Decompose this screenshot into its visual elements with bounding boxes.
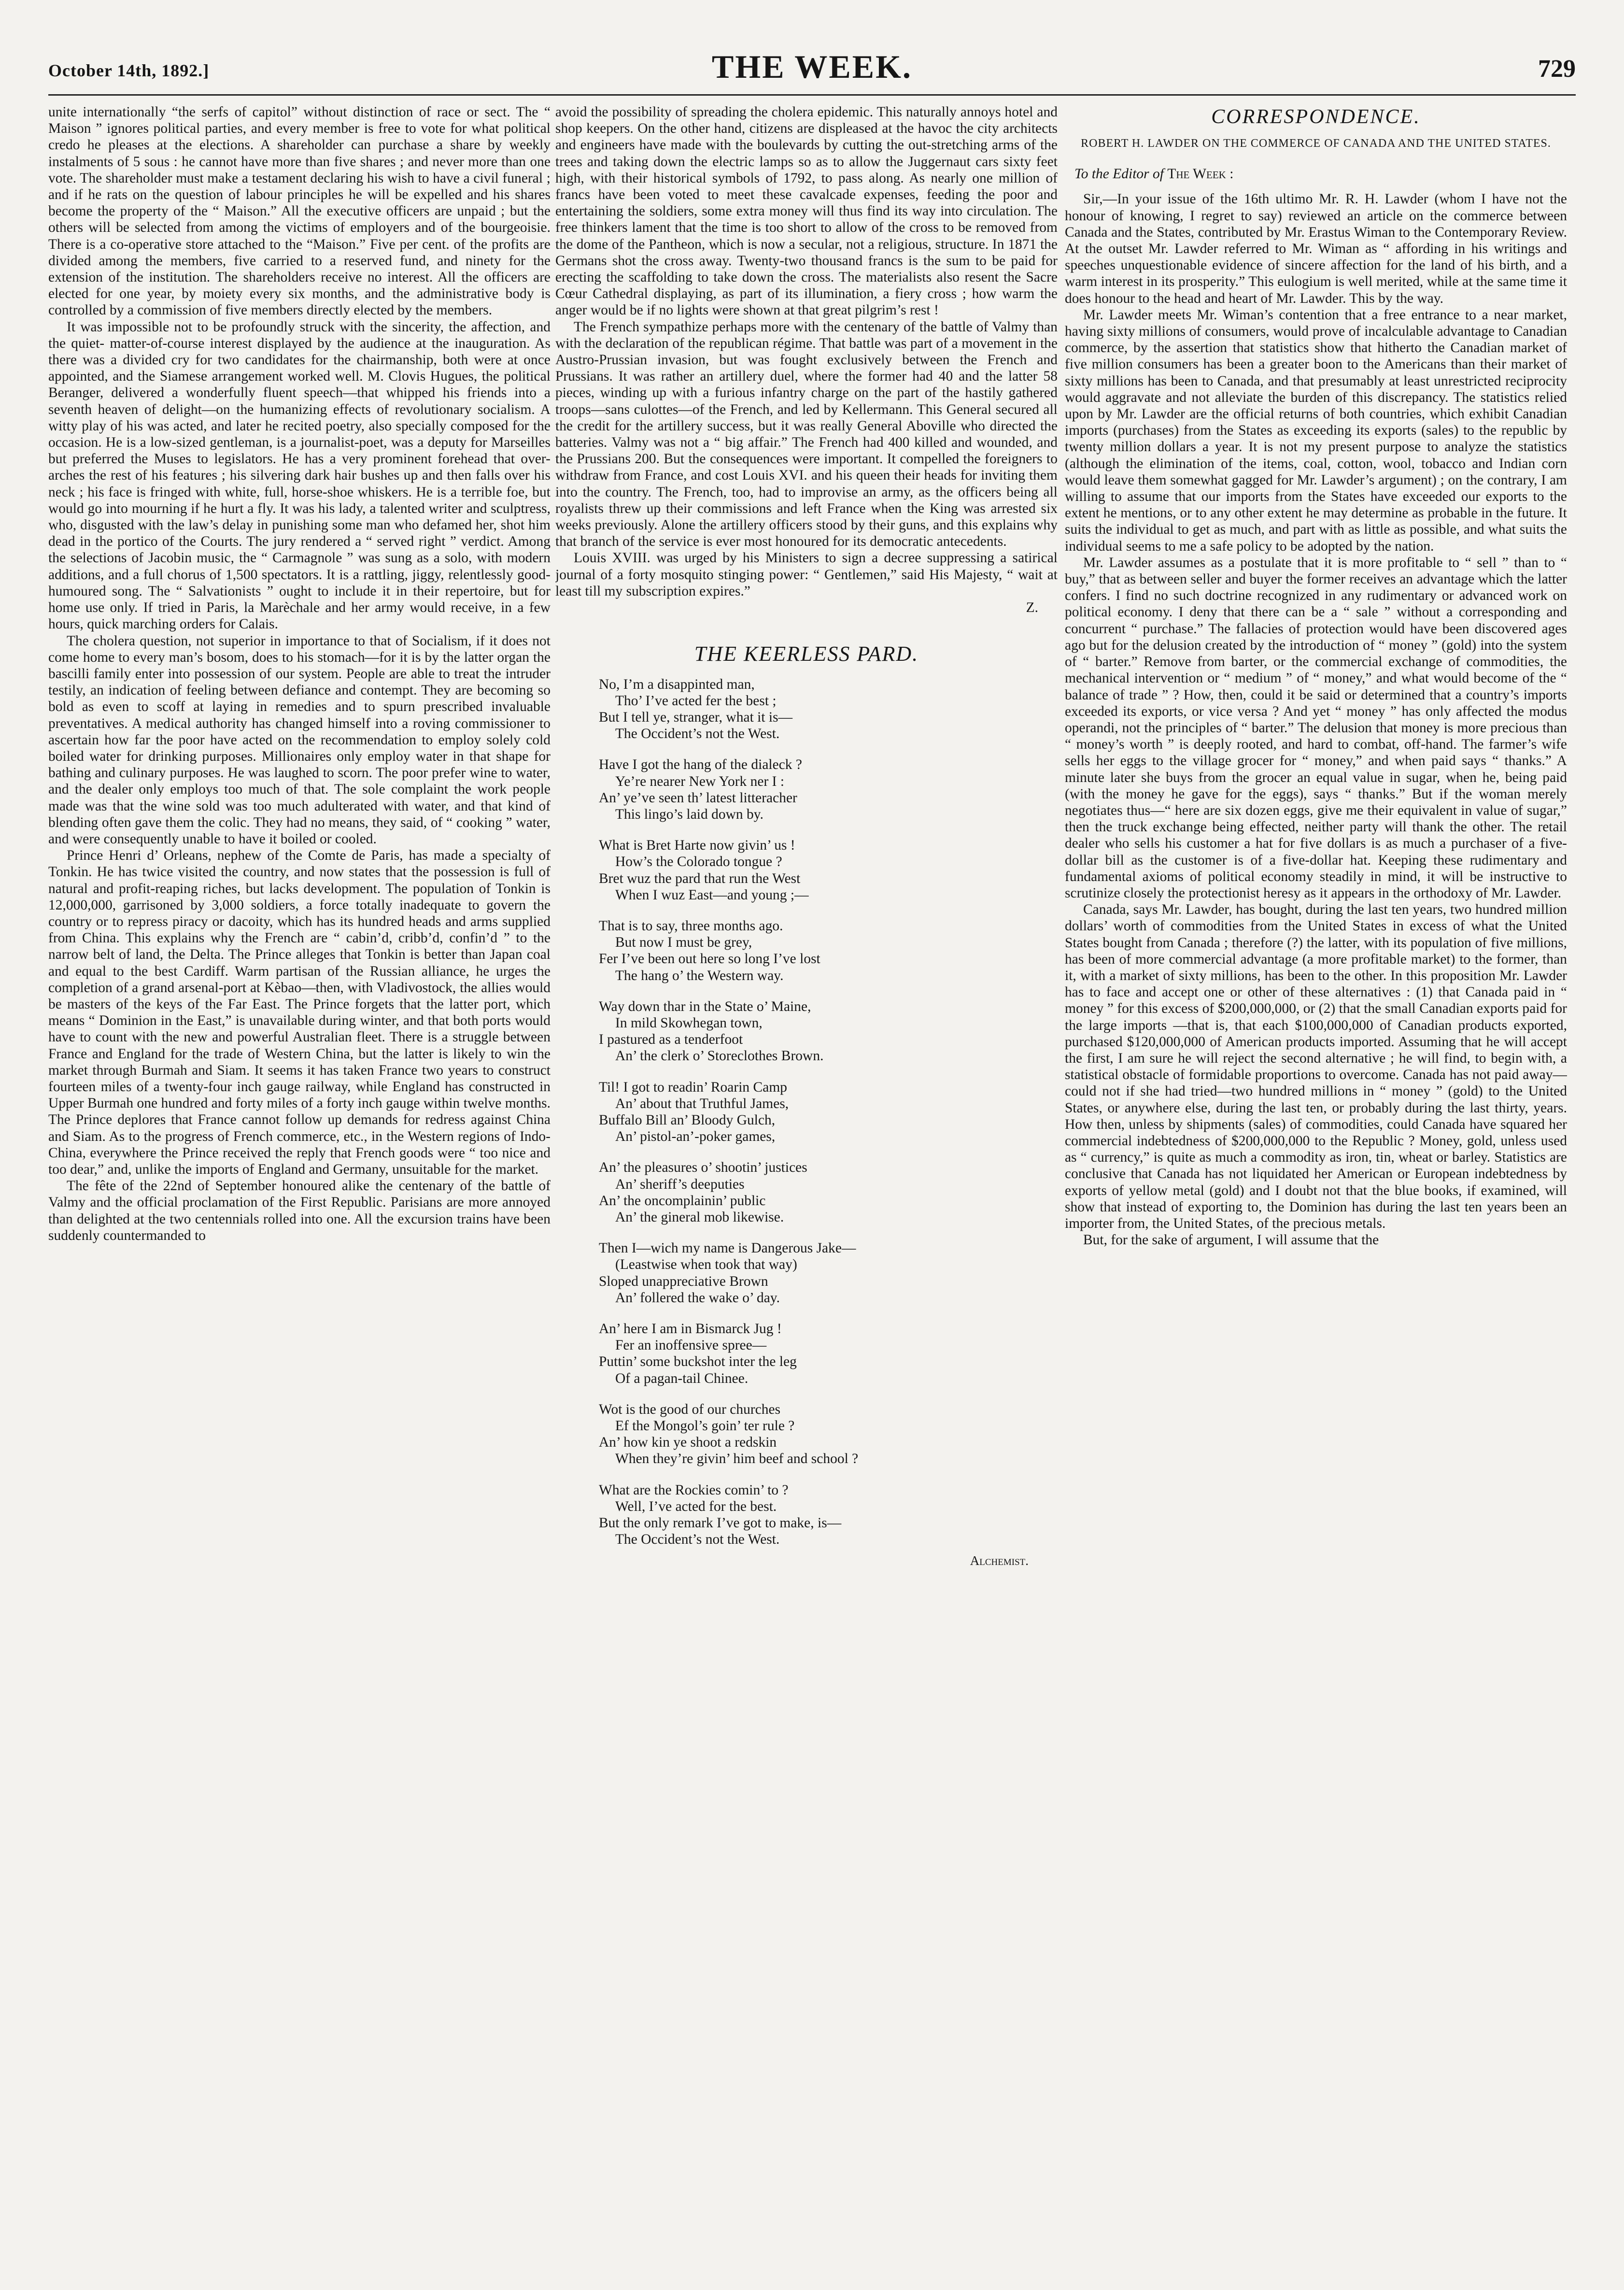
letter-subheading: ROBERT H. LAWDER ON THE COMMERCE OF CANADA AND THE UNITED STATES. [1081,137,1551,150]
poem-line: Sloped unappreciative Brown [599,1273,768,1289]
poem-line: Puttin’ some buckshot inter the leg [599,1354,797,1370]
issue-date: October 14th, 1892.] [48,61,210,80]
poem-line: Til! I got to readin’ Roarin Camp [599,1079,788,1095]
poem-stanza [599,918,1058,984]
salutation-paper: The Week : [1167,166,1234,182]
poem-line: Wot is the good of our churches [599,1401,781,1417]
page-header [48,46,1576,99]
salutation-text: To the Editor of [1074,166,1164,182]
column-3 [1065,104,1567,2253]
article-paragraph: Prince Henri d’ Orleans, nephew of the Comte de Paris, has made a specialty of Tonkin. He has twice visited the country, and now states that the possession is full of natural and profit-reaping riches, but lacks development. The population of Tonkin is 12,000,000, garrisoned by 3,000 soldiers, a force totally inadequate to govern the country or to repress piracy or dacoity, which has its hundred heads and arms supplied from China. This explains why the French are “ cabin’d, cribb’d, confin’d ” to the narrow belt of land, the Delta. The Prince alleges that Tonkin is better than Japan coal and equal to the best Cardiff. Warm partisan of the Russian alliance, he urges the completion of a grand arsenal-port at Kèbao—then, with Vladivostock, the allies would be masters of the keys of the Far East. The Prince forgets that the latter port, which means “ Dominion in the East,” is unavailable during winter, and that both ports would have to count with the new and powerful Australian fleet. There is a struggle between France and England for the trade of Western China, but the latter is likely to win the market through Burmah and Siam. It seems it has taken France two years to construct fourteen miles of a twenty-four inch gauge railway, while England has constructed in Upper Burmah one hundred and forty miles of a forty inch gauge within twelve months. The Prince deplores that France cannot follow up demands for redress against China and Siam. As to the progress of French commerce, etc., in the Western regions of Indo-China, everywhere the Prince received the reply that French goods were “ too nice and too dear,” and, unlike the imports of England and Germany, unsuitable for the market. [48,848,551,1177]
masthead-title: THE WEEK. [712,48,912,85]
poem-stanza [599,837,1058,903]
poem-line: Fer I’ve been out here so long I’ve lost [599,951,820,967]
poem-line: Then I—wich my name is Dangerous Jake— [599,1240,856,1256]
poem-line: But now I must be grey, [615,935,752,951]
poem-stanza [599,1482,1058,1548]
page-number: 729 [1538,55,1576,83]
poem-line: When they’re givin’ him beef and school ? [615,1451,859,1467]
letter-paragraph: Mr. Lawder meets Mr. Wiman’s contention that a free entrance to a near market, having sixty millions of consumers, would prove of incalculable advantage to Canadian commerce, by the assertion that statistics show that hitherto the Canadian market of five million consumers has been a greater boon to the Americans than their market of sixty millions has been to Canada, and that presumably at least unrestricted reciprocity would aggravate and not alleviate the burden of this discrepancy. The statistics relied upon by Mr. Lawder are the official returns of both countries, which exhibit Canadian imports (purchases) from the States as exceeding its exports (sales) to the republic by twenty million dollars a year. It is not my present purpose to analyze the statistics (although the elimination of the items, coal, cotton, wool, tobacco and Indian corn would leave them somewhat gagged for Mr. Lawder’s argument) ; on the contrary, I am willing to assume that our imports from the States have exceeded our exports to the extent he mentions, or to any other extent he may determine as probable in the future. It suits the individual to get as much, and part with as little as possible, and what suits the individual seems to me a safe policy to be adopted by the nation. [1065,307,1567,554]
poem-line: An’ the oncomplainin’ public [599,1193,766,1209]
letter-paragraph: Canada, says Mr. Lawder, has bought, during the last ten years, two hundred million dollars’ worth of commodities from the United States in excess of what the United States bought from Canada ; therefore (?) the latter, with its population of five millions, has been of more commercial advantage (a more profitable market) to the former, than it, with a market of sixty millions, has been to the other. In this proposition Mr. Lawder has to face and accept one or other of these alternatives : (1) that Canada paid in “ money ” for this excess of $200,000,000, or (2) that the small Canadian exports paid for the large imports —that is, that each $100,000,000 of Canadian products exported, purchased $120,000,000 of American products imported. Assuming that he will accept the first, I am sure he will reject the second alternative ; he will find, to begin with, a statistical obstacle of formidable proportions to overcome. Canada has not paid away—could not if she had tried—two hundred millions in “ money ” (gold) to the United States, or anywhere else, during the last ten, or probably during the last thirty, years. How then, unless by shipments (sales) of commodities, could Canada have squared her commercial indebtedness of $200,000,000 to the Republic ? Money, gold, unless used as “ currency,” is quite as much a commodity as iron, tin, wheat or barley. Statistics are conclusive that Canada has not liquidated her American or European indebtedness by exports of yellow metal (gold) and I doubt not that the blue books, if examined, will show that instead of exporting to, the Dominion has during the last ten years been an importer from, the United States, of the precious metals. [1065,902,1567,1231]
poem-stanza [599,1321,1058,1387]
article-signature: Z. [1026,600,1038,616]
poem-line: The hang o’ the Western way. [615,967,784,983]
letter-paragraph: Sir,—In your issue of the 16th ultimo Mr. R. H. Lawder (whom I have not the honour of knowing, I regret to say) reviewed an article on the commerce between Canada and the States, contributed by Mr. Erastus Wiman to the Contemporary Review. At the outset Mr. Lawder referred to Mr. Wiman as “ affording in his writings and speeches unquestionable evidence of sincere affection for the land of his birth, and a warm interest in its prosperity.” This eulogium is well merited, while at the same time it does honour to the head and heart of Mr. Lawder. This by the way. [1065,191,1567,306]
poem [555,676,1058,1548]
letter-paragraph: But, for the sake of argument, I will assume that the [1083,1232,1379,1248]
article-paragraph: The cholera question, not superior in importance to that of Socialism, if it does not come home to every man’s bosom, does to his stomach—for it is by the latter organ the bascilli family enter into possession of our system. People are able to treat the intruder testily, an indication of feeling between defiance and contempt. They are becoming so bold as even to scoff at laying in remedies and to spurn prescribed invaluable preventatives. A medical authority has changed himself into a roving commissioner to ascertain how far the poor have acted on the recommendation to employ solely cold boiled water for drinking purposes. Millionaires only employ water in that shape for bathing and culinary purposes. He was laughed to scorn. The poor prefer wine to water, and the dealer only employs too much of that. The sole complaint the work people made was that the wine sold was too much adulterated with water, and that kind of blending often gave them the colic. They had no means, they said, of “ cooking ” water, and were consequently unable to have it boiled or cooled. [48,633,551,847]
poem-stanza [599,1240,1058,1306]
poem-line: But I tell ye, stranger, what it is— [599,709,793,725]
poem-line: An’ the pleasures o’ shootin’ justices [599,1160,807,1176]
poem-line: This lingo’s laid down by. [615,806,764,822]
column-1 [48,104,551,2253]
poem-line: Way down thar in the State o’ Maine, [599,998,811,1014]
article-paragraph: Louis XVIII. was urged by his Ministers to sign a decree suppressing a satirical journal of a forty mosquito stinging power: “ Gentlemen,” said His Majesty, “ wait at least till my subscription expires.” [555,550,1058,599]
poem-line: When I wuz East—and young ;— [615,887,809,903]
article-paragraph: unite internationally “the serfs of capitol” without distinction of race or sect. The “ Maison ” ignores political parties, and every member is free to vote for what political credo he pleases at the elections. A shareholder can purchase a share by weekly instalments of 5 sous : he cannot have more than five shares ; and never more than one vote. The shareholder must make a testament declaring his wish to have a civil funeral ; and if he rats on the question of labour principles he will be expelled and his shares become the property of the “ Maison.” All the executive officers are unpaid ; but the others will be selected from among the victims of employers and of the bourgeoisie. There is a co-operative store attached to the “Maison.” Five per cent. of the profits are divided among the members, five carried to a reserved fund, and ninety for the extension of the institution. The shareholders receive no interest. All the officers are elected for one year, by moiety every six months, and the administrative body is controlled by a commission of five members directly elected by the members. [48,104,551,318]
poem-line: An’ the gineral mob likewise. [615,1209,784,1225]
poem-stanza [599,676,1058,742]
header-rule [48,94,1576,96]
poem-line: An’ ye’ve seen th’ latest litteracher [599,790,797,806]
section-heading: CORRESPONDENCE. [1211,106,1421,128]
poem-line: An’ follered the wake o’ day. [615,1290,780,1306]
poem-stanza [599,998,1058,1065]
poem-line: Tho’ I’ve acted fer the best ; [615,693,777,709]
poem-line: What are the Rockies comin’ to ? [599,1482,789,1498]
poem-line: No, I’m a disappinted man, [599,676,755,692]
poem-line: (Leastwise when took that way) [615,1257,797,1273]
poem-line: But the only remark I’ve got to make, is— [599,1515,842,1531]
letter-paragraph: Mr. Lawder assumes as a postulate that it is more profitable to “ sell ” than to “ buy,” that as between seller and buyer the former receives an advantage which the latter confers. I find no such doctrine recognized in any rudimentary or advanced work on political economy. I deny that there can be a “ sale ” without a corresponding and concurrent “ purchase.” The fallacies of protection would have been discovered ages ago but for the delusion created by the introduction of “ money ” (gold) into the system of “ barter.” Remove from barter, or the commercial exchange of commodities, the mechanical intervention or “ medium ” of “ money,” and what would become of the “ balance of trade ” ? How, then, could it be said or determined that a country’s imports exceeded its exports, or vice versa ? And yet “ money ” has only affected the modus operandi, not the principles of “ barter.” The delusion that money is more precious than “ money’s worth ” is deeply rooted, and hard to combat, off-hand. The farmer’s wife sells her eggs to the village grocer for “ money,” and when paid says “ thanks.” A minute later she buys from the grocer an equal value in sugar, when he, being paid (with the money he gave for the eggs), says “ thanks.” But if the woman merely negotiates thus—“ here are six dozen eggs, give me their equivalent in value of sugar,” then the truck exchange being effected, neither party will thank the other. The retail dealer who sells his customer a hat for five dollars is as much a purchaser of a five-dollar bill as the customer is of a five-dollar hat. Keeping these rudimentary and fundamental axioms of political economy steadily in mind, it will be instructive to scrutinize closely the protectionist heresy as it appears in the orthodoxy of Mr. Lawder. [1065,555,1567,901]
poem-line: An’ sheriff’s deeputies [615,1176,745,1192]
poem-line: An’ about that Truthful James, [615,1095,789,1111]
poem-stanza [599,1159,1058,1225]
poem-line: Have I got the hang of the dialeck ? [599,757,803,773]
article-paragraph: The French sympathize perhaps more with the centenary of the battle of Valmy than with the declaration of the republican régime. That battle was part of a movement in the Austro-Prussian invasion, but was fought exclusively between the French and Prussians. It was rather an artillery duel, where the former had 40 and the latter 58 pieces, winding up with a furious infantry charge on the part of the hastily gathered troops—sans culottes—of the French, and led by Kellermann. This General secured all the credit for the artillery success, but it was really General Aboville who directed the batteries. Valmy was not a “ big affair.” The French had 400 killed and wounded, and the Prussians 200. But the consequences were important. It compelled the foreigners to withdraw from France, and cost Louis XVI. and his queen their heads for inviting them into the country. The French, too, had to improvise an army, as the officers being all royalists threw up their commissions and left France when the King was arrested six weeks previously. Alone the artillery officers stood by their guns, and this explains why that branch of the service is ever most honoured for its democratic antecedents. [555,319,1058,550]
column-2 [555,104,1058,2253]
poem-line: Bret wuz the pard that run the West [599,870,801,886]
poem-title: THE KEERLESS PARD. [694,642,919,666]
poem-line: Ef the Mongol’s goin’ ter rule ? [615,1418,795,1434]
poem-line: In mild Skowhegan town, [615,1015,763,1031]
poem-line: Ye’re nearer New York ner I : [615,773,785,789]
poem-line: Fer an inoffensive spree— [615,1337,767,1353]
poem-stanza [599,1079,1058,1145]
poem-signature: Alchemist. [970,1553,1029,1568]
article-paragraph: It was impossible not to be profoundly struck with the sincerity, the affection, and the quiet- matter-of-course interest displayed by the audience at the inauguration. As there was a divided cry for two candidates for the chairmanship, both were at once appointed, and the Siamese arrangement worked well. M. Clovis Hugues, the political Beranger, delivered a wonderfully fluent speech—that whipped his friends into a seventh heaven of delight—on the humanizing effects of revolutionary socialism. A witty play of his was acted, and later he recited poetry, also specially composed for the occasion. He is a low-sized gentleman, is a journalist-poet, was a deputy for Marseilles but preferred the Muses to legislators. He has a very prominent forehead that over-arches the rest of his features ; his silvering dark hair bushes up and then falls over his neck ; his face is fringed with white, full, horse-shoe whiskers. He is a terrible foe, but would go into mourning if he hurt a fly. It was his lady, a talented writer and sculptress, who, disgusted with the law’s delay in punishing some man who defamed her, shot him dead in the portico of the Courts. The jury rendered a “ served right ” verdict. Among the selections of Jacobin music, the “ Carmagnole ” was sung as a solo, with modern additions, and a full chorus of 1,500 spectators. It is a rattling, jiggy, relentlessly good-humoured song. The “ Salvationists ” ought to include it in their repertoire, but for home use only. If tried in Paris, la Marèchale and her army would receive, in a few hours, quick marching orders for Calais. [48,319,551,632]
poem-line: Well, I’ve acted for the best. [615,1498,777,1514]
poem-line: That is to say, three months ago. [599,918,783,934]
article-paragraph: avoid the possibility of spreading the cholera epidemic. This naturally annoys hotel and shop keepers. On the other hand, citizens are displeased at the havoc the city architects and engineers have made with the boulevards by cutting the out-stretching arms of the trees and taking down the electric lamps so as to allow the Juggernaut cars sixty feet high, with their historical symbols of 1792, to pass along. As nearly one million of francs have been voted to meet these cavalcade expenses, feeding the poor and entertaining the soldiers, some extra money will thus find its way into circulation. The free thinkers lament that the time is too short to allow of the cross to be removed from the dome of the Pantheon, which is now a secular, not a religious, structure. In 1871 the Germans shot the cross away. Twenty-two thousand francs is the sum to be paid for erecting the scaffolding to take down the cross. The materialists also resent the Sacre Cœur Cathedral displaying, as part of its illumination, a fiery cross ; how warm the anger would be if no lights were shown at that great pilgrim’s rest ! [555,104,1058,318]
poem-line: Of a pagan-tail Chinee. [615,1370,748,1386]
poem-stanza [599,1401,1058,1467]
poem-line: The Occident’s not the West. [615,1532,780,1548]
salutation [1074,166,1567,182]
article-paragraph: The fête of the 22nd of September honoured alike the centenary of the battle of Valmy and the official proclamation of the First Republic. Parisians are more annoyed than delighted at the two centennials rolled into one. All the excursion trains have been suddenly countermanded to [48,1178,551,1243]
poem-line: An’ here I am in Bismarck Jug ! [599,1321,782,1337]
poem-line: Buffalo Bill an’ Bloody Gulch, [599,1112,776,1128]
poem-stanza [599,756,1058,823]
poem-line: How’s the Colorado tongue ? [615,854,782,870]
poem-line: An’ how kin ye shoot a redskin [599,1435,777,1451]
poem-line: I pastured as a tenderfoot [599,1032,743,1048]
poem-line: What is Bret Harte now givin’ us ! [599,838,795,853]
poem-line: An’ the clerk o’ Storeclothes Brown. [615,1048,824,1064]
poem-line: An’ pistol-an’-poker games, [615,1129,776,1145]
poem-line: The Occident’s not the West. [615,726,780,742]
